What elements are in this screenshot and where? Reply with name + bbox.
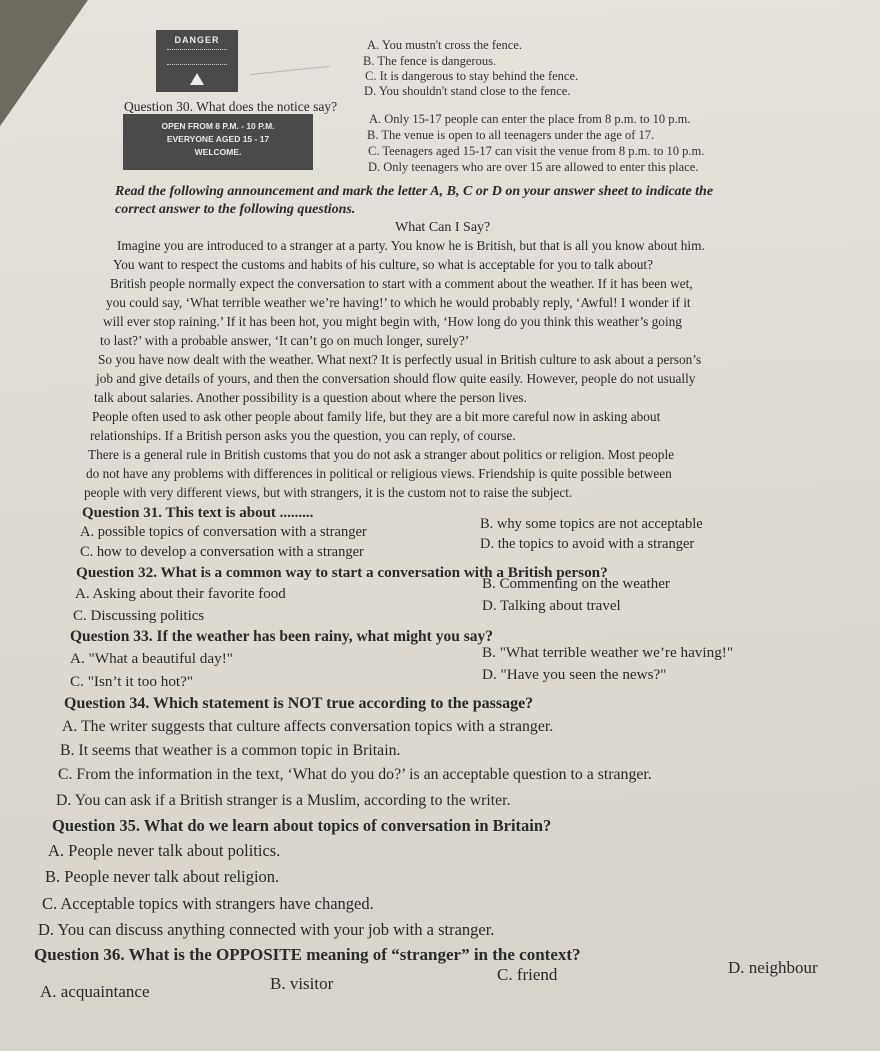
q30-prompt: Question 30. What does the notice say?: [124, 99, 338, 114]
passage-title: What Can I Say?: [395, 220, 491, 235]
q31-option-d: D. the topics to avoid with a stranger: [480, 536, 695, 552]
q29-option-d: D. You shouldn't stand close to the fence.: [364, 84, 571, 98]
q31-option-a: A. possible topics of conversation with a stranger: [80, 524, 367, 540]
passage-line: do not have any problems with differences in political or religious views. Friendship is quite possible between: [86, 466, 672, 481]
warning-arrow-icon: [190, 73, 204, 85]
q33-prompt: Question 33. If the weather has been rainy, what might you say?: [70, 628, 493, 645]
q32-option-d: D. Talking about travel: [482, 598, 621, 614]
q35-option-c: C. Acceptable topics with strangers have changed.: [42, 894, 374, 913]
q30-option-c: C. Teenagers aged 15-17 can visit the venue from 8 p.m. to 10 p.m.: [368, 144, 705, 158]
danger-notice-image: [156, 30, 238, 92]
passage-line: will ever stop raining.’ If it has been hot, you might begin with, ‘How long do you think this weather’s going: [103, 314, 682, 329]
q34-option-d: D. You can ask if a British stranger is a Muslim, according to the writer.: [56, 792, 511, 809]
venue-notice-image: [123, 114, 313, 170]
q36-prompt: Question 36. What is the OPPOSITE meaning of “stranger” in the context?: [34, 945, 581, 964]
q31-option-b: B. why some topics are not acceptable: [480, 516, 703, 532]
passage-line: talk about salaries. Another possibility is a question about where the person lives.: [94, 390, 527, 405]
passage-line: you could say, ‘What terrible weather we’re having!’ to which he would probably reply, ‘Awful! I wonder if it: [106, 295, 691, 310]
q35-prompt: Question 35. What do we learn about topics of conversation in Britain?: [52, 816, 552, 835]
q36-option-b: B. visitor: [270, 974, 334, 993]
q34-option-b: B. It seems that weather is a common topic in Britain.: [60, 742, 401, 759]
passage-line: There is a general rule in British customs that you do not ask a stranger about politics or religion. Most people: [88, 447, 675, 462]
danger-notice-title: DANGER: [174, 35, 220, 45]
q34-prompt: Question 34. Which statement is NOT true according to the passage?: [64, 695, 534, 712]
q34-option-c: C. From the information in the text, ‘What do you do?’ is an acceptable question to a stranger.: [58, 766, 652, 783]
handwritten-scribble: [246, 26, 330, 75]
q32-prompt: Question 32. What is a common way to start a conversation with a British person?: [76, 564, 608, 581]
q35-option-b: B. People never talk about religion.: [45, 867, 280, 886]
q36-option-c: C. friend: [497, 965, 558, 984]
q33-option-b: B. "What terrible weather we’re having!": [482, 644, 734, 661]
q35-option-d: D. You can discuss anything connected with your job with a stranger.: [38, 920, 495, 939]
q29-option-b: B. The fence is dangerous.: [363, 54, 497, 68]
danger-notice-fine-print: [167, 49, 227, 65]
passage-line: to last?’ with a probable answer, ‘It can’t go on much longer, surely?’: [100, 333, 470, 348]
q36-option-d: D. neighbour: [728, 958, 818, 977]
q30-option-d: D. Only teenagers who are over 15 are allowed to enter this place.: [368, 160, 699, 174]
q33-option-a: A. "What a beautiful day!": [70, 650, 233, 667]
q29-option-c: C. It is dangerous to stay behind the fence.: [365, 69, 579, 83]
q32-option-a: A. Asking about their favorite food: [75, 586, 286, 602]
q32-option-c: C. Discussing politics: [73, 608, 205, 624]
passage-line: Imagine you are introduced to a stranger at a party. You know he is British, but that is all you know about him.: [117, 238, 705, 253]
instruction-line-2: correct answer to the following questions.: [115, 202, 356, 217]
passage-line: relationships. If a British person asks you the question, you can reply, of course.: [90, 428, 516, 443]
q31-option-c: C. how to develop a conversation with a stranger: [80, 544, 364, 560]
instruction-line-1: Read the following announcement and mark the letter A, B, C or D on your answer sheet to indicate the: [115, 184, 714, 199]
q31-prompt: Question 31. This text is about .........: [82, 505, 314, 521]
q34-option-a: A. The writer suggests that culture affects conversation topics with a stranger.: [62, 718, 554, 735]
q35-option-a: A. People never talk about politics.: [48, 841, 281, 860]
passage-line: job and give details of yours, and then the conversation should flow quite easily. However, people do not usually: [96, 371, 696, 386]
q36-option-a: A. acquaintance: [40, 982, 150, 1001]
q30-option-a: A. Only 15-17 people can enter the place from 8 p.m. to 10 p.m.: [369, 112, 691, 126]
passage-line: You want to respect the customs and habits of his culture, so what is acceptable for you to talk about?: [113, 257, 654, 272]
passage-line: British people normally expect the conversation to start with a comment about the weather. If it has been wet,: [110, 276, 693, 291]
venue-notice-line-2: EVERYONE AGED 15 - 17: [166, 134, 270, 144]
passage-line: people with very different views, but with strangers, it is the custom not to raise the subject.: [84, 485, 573, 500]
venue-notice-line-3: WELCOME.: [194, 147, 242, 157]
passage-line: People often used to ask other people about family life, but they are a bit more careful now in asking about: [92, 409, 661, 424]
q33-option-c: C. "Isn’t it too hot?": [70, 673, 194, 690]
passage-line: So you have now dealt with the weather. What next? It is perfectly usual in British culture to ask about a person’s: [98, 352, 702, 367]
q32-option-b: B. Commenting on the weather: [482, 576, 670, 592]
q29-option-a: A. You mustn't cross the fence.: [367, 38, 523, 52]
venue-notice-line-1: OPEN FROM 8 P.M. - 10 P.M.: [161, 121, 275, 131]
q30-option-b: B. The venue is open to all teenagers under the age of 17.: [367, 128, 655, 142]
q33-option-d: D. "Have you seen the news?": [482, 666, 667, 683]
